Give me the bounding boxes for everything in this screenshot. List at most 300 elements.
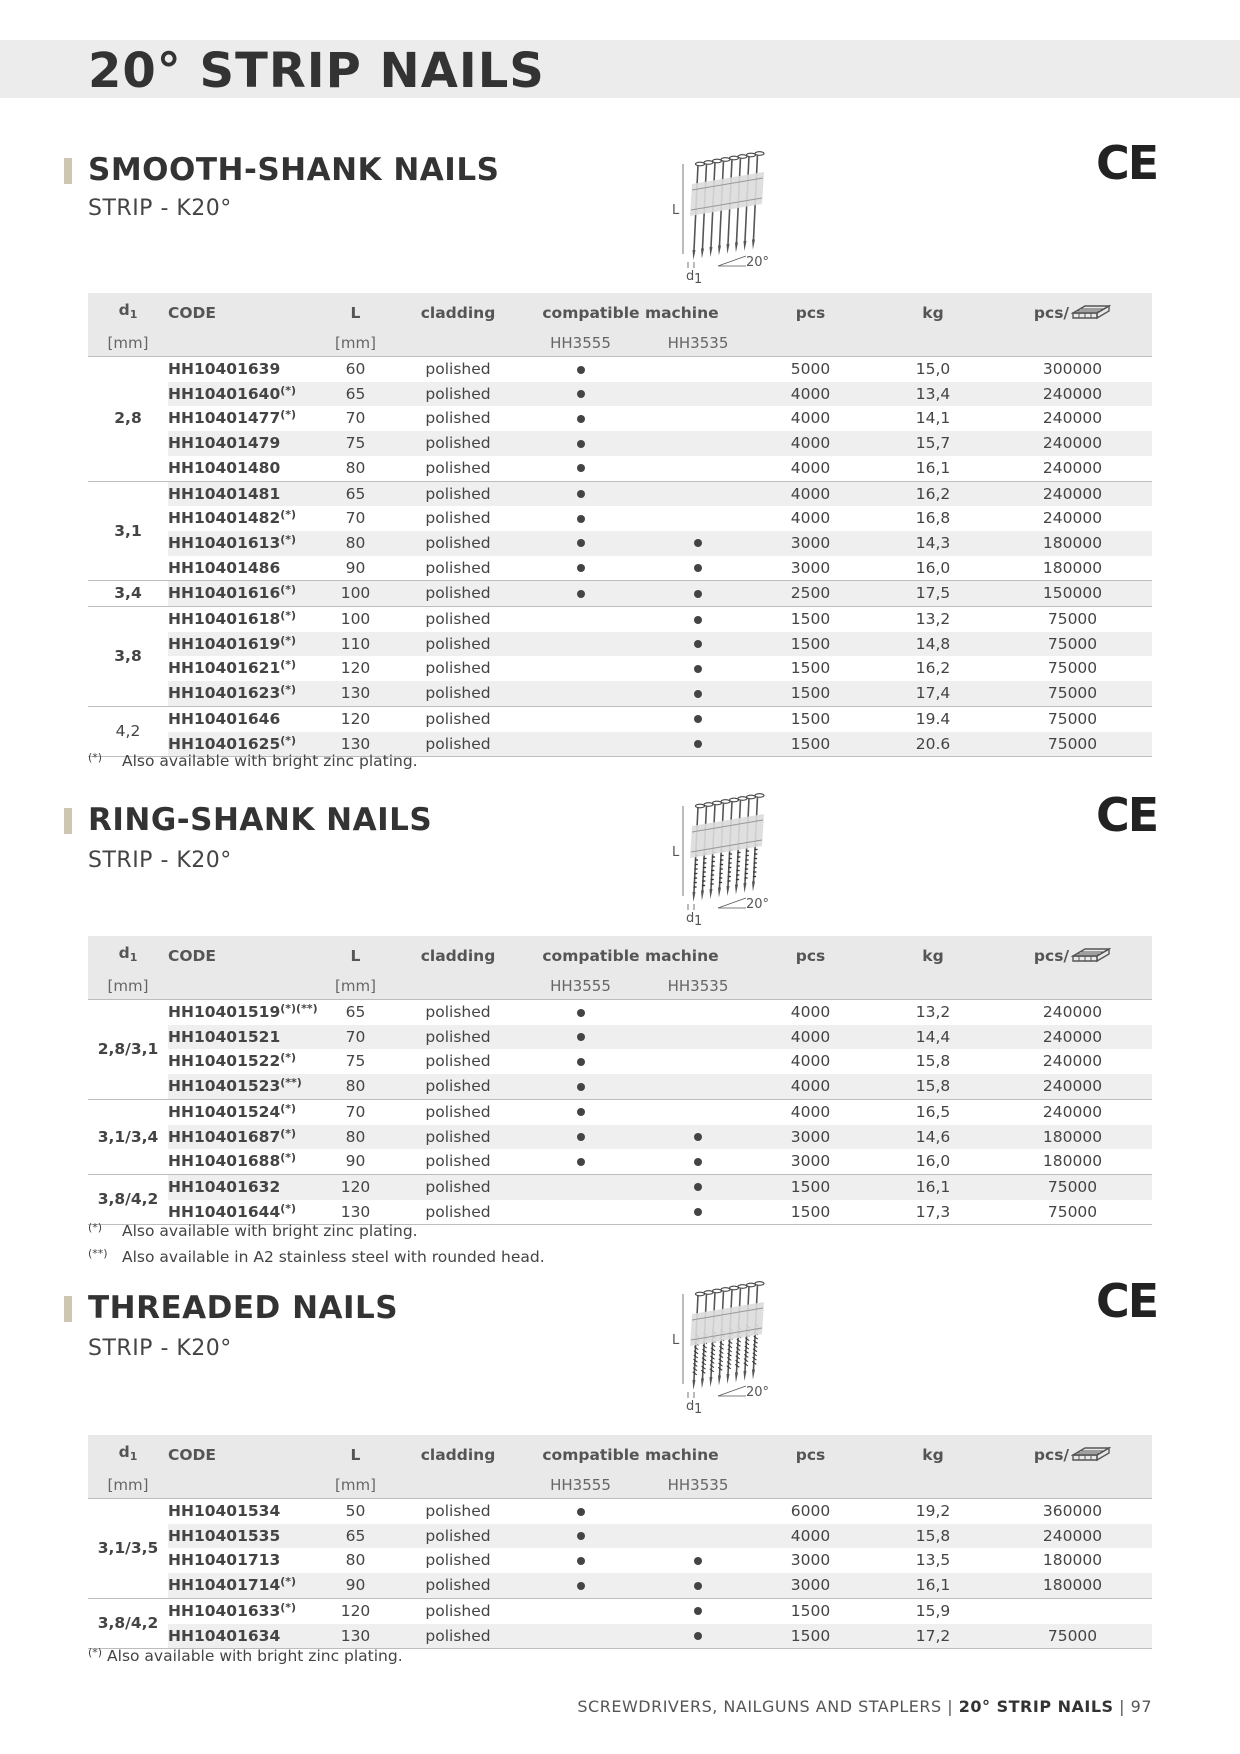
kg-cell: 19,2: [915, 1502, 951, 1520]
hh3535-cell: [648, 1125, 748, 1150]
hh3535-cell: [648, 357, 748, 382]
hh3555-cell: [513, 607, 648, 632]
compatible-dot: [577, 1083, 585, 1091]
table-row: [88, 607, 1152, 632]
hh3535-cell: [648, 1598, 748, 1623]
unit-row: [88, 1472, 1152, 1499]
code-cell: HH10401519(*)(**): [168, 1002, 318, 1021]
pcs-pallet-cell: 300000: [1042, 360, 1103, 378]
pcs-pallet-cell: 240000: [1042, 1102, 1103, 1121]
compatible-dot: [694, 1183, 702, 1191]
table-row: [88, 1000, 1152, 1025]
code-cell: HH10401535: [168, 1524, 308, 1549]
diameter-cell: 3,4: [88, 581, 168, 607]
hh3555-cell: [513, 1174, 648, 1199]
length-cell: 130: [308, 681, 403, 706]
length-label: L: [672, 1333, 680, 1348]
pcs-pallet-cell: 360000: [1042, 1502, 1103, 1520]
diameter-sub: 1: [694, 914, 703, 927]
table-row: [88, 1624, 1152, 1649]
kg-cell: 14,6: [873, 1125, 993, 1150]
kg-cell: 15,8: [915, 1052, 951, 1071]
kg-cell: 17,5: [873, 581, 993, 607]
section-accent-bar: [64, 158, 72, 184]
cladding-cell: polished: [403, 456, 513, 481]
nail-strip-drawing: [670, 150, 780, 285]
pcs-pallet-cell: 240000: [1042, 509, 1103, 528]
compatible-dot: [577, 564, 585, 572]
footer-separator: |: [1119, 1697, 1126, 1716]
hh3555-cell: [513, 481, 648, 506]
compatible-dot: [577, 1133, 585, 1141]
hh3535-cell: [648, 656, 748, 681]
compatible-dot: [577, 1108, 585, 1116]
hh3535-cell: [648, 1099, 748, 1124]
length-cell: 120: [340, 659, 371, 678]
pcs-pallet-cell: 240000: [1042, 1052, 1103, 1071]
compatible-dot: [694, 1158, 702, 1166]
section-accent-bar: [64, 1296, 72, 1322]
hh3555-cell: [513, 1573, 648, 1598]
diameter-label: d: [686, 911, 695, 926]
pcs-pallet-cell: 180000: [993, 531, 1152, 556]
kg-cell: 14,4: [873, 1025, 993, 1050]
table-row: [88, 1499, 1152, 1524]
hh3555-cell: [513, 1598, 648, 1623]
pcs-pallet-cell: 75000: [993, 732, 1152, 757]
table-row: [88, 431, 1152, 456]
compatible-dot: [694, 564, 702, 572]
diameter-cell: 3,8/4,2: [88, 1174, 168, 1224]
kg-cell: 13,4: [873, 382, 993, 407]
compatible-dot: [577, 1158, 585, 1166]
diameter-sub: 1: [694, 1402, 703, 1415]
ce-mark: CE: [1096, 136, 1158, 190]
length-cell: 120: [340, 709, 371, 728]
angle-label: 20°: [746, 1385, 770, 1400]
length-cell: 110: [308, 632, 403, 657]
pcs-pallet-cell: 75000: [1047, 610, 1098, 629]
pcs-cell: 1500: [790, 659, 831, 678]
diameter-cell: 4,2: [88, 706, 168, 756]
diameter-cell: 3,1/3,4: [88, 1099, 168, 1174]
cladding-cell: polished: [425, 1502, 491, 1520]
kg-cell: 16,5: [915, 1102, 951, 1121]
code-cell: HH10401625(*): [168, 732, 308, 757]
table-row: [88, 481, 1152, 506]
col-d1: d1: [88, 1435, 168, 1472]
col-compatible-machine: compatible machine: [513, 936, 748, 973]
unit-length: [mm]: [308, 973, 403, 1000]
col-kg: kg: [873, 293, 993, 330]
pcs-cell: 4000: [790, 1052, 831, 1071]
machine-hh3535: HH3535: [648, 1472, 748, 1499]
hh3555-cell: [513, 357, 648, 382]
table-row: [88, 1049, 1152, 1074]
hh3535-cell: [648, 1624, 748, 1649]
section-subtitle: STRIP - K20°: [88, 1336, 232, 1361]
compatible-dot: [577, 1058, 585, 1066]
pcs-pallet-cell: 75000: [993, 1174, 1152, 1199]
kg-cell: 16,1: [873, 1573, 993, 1598]
hh3555-cell: [513, 1025, 648, 1050]
length-cell: 70: [308, 1025, 403, 1050]
hh3555-cell: [513, 581, 648, 607]
compatible-dot: [577, 515, 585, 523]
code-cell: HH10401482(*): [168, 508, 297, 528]
section-title: RING-SHANK NAILS: [88, 802, 433, 838]
pcs-cell: 4000: [748, 481, 873, 506]
col-d1: d1: [88, 936, 168, 973]
section-subtitle: STRIP - K20°: [88, 848, 232, 873]
hh3555-cell: [513, 681, 648, 706]
header-row: [88, 293, 1152, 330]
hh3535-cell: [648, 431, 748, 456]
table-row: [88, 556, 1152, 581]
col-pcs: pcs: [748, 293, 873, 330]
pallet-icon: [1071, 1445, 1111, 1465]
nail-strip-figure: [670, 792, 780, 927]
compatible-dot: [694, 539, 702, 547]
pcs-cell: 6000: [790, 1502, 831, 1520]
code-cell: HH10401688(*): [168, 1149, 308, 1174]
nail-strip-figure: [670, 150, 780, 285]
pcs-pallet-cell: 180000: [993, 1125, 1152, 1150]
length-cell: 80: [308, 531, 403, 556]
length-cell: 80: [308, 1125, 403, 1150]
table-row: [88, 581, 1152, 607]
cladding-cell: polished: [403, 382, 513, 407]
cladding-cell: polished: [403, 1624, 513, 1649]
kg-cell: 16,0: [873, 556, 993, 581]
compatible-dot: [577, 539, 585, 547]
pcs-pallet-cell: 240000: [993, 1025, 1152, 1050]
length-cell: 70: [345, 509, 366, 528]
hh3535-cell: [648, 681, 748, 706]
col-length: L: [308, 1435, 403, 1472]
diameter-cell: 3,1: [88, 481, 168, 581]
compatible-dot: [577, 415, 585, 423]
length-cell: 90: [308, 1573, 403, 1598]
pcs-pallet-cell: 240000: [993, 1074, 1152, 1099]
kg-cell: 17,4: [873, 681, 993, 706]
pcs-cell: 4000: [748, 456, 873, 481]
pcs-pallet-cell: 180000: [993, 1573, 1152, 1598]
kg-cell: 15,0: [915, 360, 951, 378]
footer-section: 20° STRIP NAILS: [958, 1697, 1114, 1716]
ce-mark: CE: [1096, 788, 1158, 842]
cladding-cell: polished: [403, 1125, 513, 1150]
kg-cell: 13,2: [915, 1003, 951, 1021]
code-cell: HH10401634: [168, 1624, 308, 1649]
col-length: L: [308, 936, 403, 973]
hh3535-cell: [648, 456, 748, 481]
col-compatible-machine: compatible machine: [513, 293, 748, 330]
code-cell: HH10401633(*): [168, 1600, 297, 1620]
compatible-dot: [577, 440, 585, 448]
machine-hh3535: HH3535: [648, 330, 748, 357]
pcs-cell: 1500: [748, 1624, 873, 1649]
section-accent-bar: [64, 808, 72, 834]
code-cell: HH10401480: [168, 456, 308, 481]
pallet-icon: [1071, 946, 1111, 966]
footnote: (*) Also available with bright zinc plating.: [88, 1221, 418, 1240]
pcs-cell: 3000: [790, 1551, 831, 1570]
compatible-dot: [694, 715, 702, 723]
hh3535-cell: [648, 1200, 748, 1225]
pcs-pallet-cell: 75000: [1047, 709, 1098, 728]
unit-length: [mm]: [308, 1472, 403, 1499]
length-cell: 75: [345, 1052, 366, 1071]
kg-cell: 20.6: [873, 732, 993, 757]
kg-cell: 15,9: [915, 1601, 951, 1620]
col-compatible-machine: compatible machine: [513, 1435, 748, 1472]
table-row: [88, 1174, 1152, 1199]
compatible-dot: [577, 1508, 585, 1516]
code-cell: HH10401479: [168, 431, 308, 456]
table-row: [88, 406, 1152, 431]
unit-row: [88, 330, 1152, 357]
table-row: [88, 656, 1152, 681]
pcs-cell: 1500: [748, 1200, 873, 1225]
page-footer: [577, 1697, 1152, 1716]
code-cell: HH10401521: [168, 1025, 308, 1050]
hh3535-cell: [648, 531, 748, 556]
table-row: [88, 456, 1152, 481]
pcs-pallet-cell: 75000: [1047, 659, 1098, 678]
compatible-dot: [694, 1632, 702, 1640]
compatible-dot: [577, 1532, 585, 1540]
code-cell: HH10401522(*): [168, 1051, 297, 1071]
hh3555-cell: [513, 506, 648, 531]
table-row: [88, 1025, 1152, 1050]
compatible-dot: [577, 1582, 585, 1590]
cladding-cell: polished: [425, 1102, 491, 1121]
hh3555-cell: [513, 1548, 648, 1573]
cladding-cell: polished: [403, 431, 513, 456]
table-row: [88, 531, 1152, 556]
col-pcs: pcs: [748, 1435, 873, 1472]
footer-category: SCREWDRIVERS, NAILGUNS AND STAPLERS: [577, 1697, 942, 1716]
col-code: CODE: [168, 1435, 308, 1472]
hh3555-cell: [513, 1099, 648, 1124]
length-cell: 50: [345, 1502, 366, 1520]
section-subtitle: STRIP - K20°: [88, 196, 232, 221]
compatible-dot: [577, 490, 585, 498]
diameter-cell: 2,8: [88, 357, 168, 482]
kg-cell: 16,0: [873, 1149, 993, 1174]
compatible-dot: [694, 1607, 702, 1615]
diameter-cell: 3,1/3,5: [88, 1499, 168, 1599]
cladding-cell: polished: [425, 509, 491, 528]
compatible-dot: [694, 590, 702, 598]
compatible-dot: [694, 1133, 702, 1141]
length-cell: 130: [308, 1200, 403, 1225]
table-row: [88, 1125, 1152, 1150]
code-cell: HH10401632: [168, 1174, 308, 1199]
diameter-label: d: [686, 1399, 695, 1414]
cladding-cell: polished: [425, 709, 491, 728]
kg-cell: 15,8: [873, 1074, 993, 1099]
length-cell: 70: [345, 1102, 366, 1121]
kg-cell: 19.4: [915, 709, 951, 728]
pcs-pallet-cell: [993, 1598, 1152, 1623]
hh3555-cell: [513, 732, 648, 757]
cladding-cell: polished: [403, 1025, 513, 1050]
hh3535-cell: [648, 1149, 748, 1174]
hh3555-cell: [513, 456, 648, 481]
angle-label: 20°: [746, 255, 770, 270]
pcs-cell: 1500: [790, 1601, 831, 1620]
code-cell: HH10401523(**): [168, 1074, 308, 1099]
hh3555-cell: [513, 1049, 648, 1074]
pcs-pallet-cell: 75000: [993, 681, 1152, 706]
pcs-pallet-cell: 240000: [993, 382, 1152, 407]
col-code: CODE: [168, 936, 308, 973]
compatible-dot: [577, 390, 585, 398]
hh3535-cell: [648, 607, 748, 632]
hh3535-cell: [648, 1548, 748, 1573]
hh3535-cell: [648, 706, 748, 731]
compatible-dot: [577, 1557, 585, 1565]
page-title: 20° STRIP NAILS: [88, 43, 545, 99]
cladding-cell: polished: [403, 556, 513, 581]
page-number: 97: [1130, 1697, 1152, 1716]
pcs-pallet-cell: 240000: [1042, 1003, 1103, 1021]
hh3535-cell: [648, 632, 748, 657]
pcs-pallet-cell: 240000: [993, 431, 1152, 456]
col-cladding: cladding: [403, 936, 513, 973]
header-row: [88, 1435, 1152, 1472]
length-cell: 65: [345, 1003, 366, 1021]
pcs-cell: 4000: [790, 1102, 831, 1121]
hh3535-cell: [648, 406, 748, 431]
pcs-cell: 3000: [748, 1125, 873, 1150]
kg-cell: 15,8: [873, 1524, 993, 1549]
length-cell: 130: [308, 1624, 403, 1649]
compatible-dot: [694, 740, 702, 748]
table-row: [88, 1149, 1152, 1174]
compatible-dot: [577, 590, 585, 598]
code-cell: HH10401618(*): [168, 609, 297, 629]
hh3535-cell: [648, 1524, 748, 1549]
hh3555-cell: [513, 632, 648, 657]
diameter-cell: 2,8/3,1: [88, 1000, 168, 1100]
pcs-cell: 4000: [748, 382, 873, 407]
cladding-cell: polished: [425, 409, 491, 428]
pcs-cell: 4000: [790, 509, 831, 528]
kg-cell: 13,2: [915, 610, 951, 629]
pcs-cell: 3000: [748, 1149, 873, 1174]
hh3555-cell: [513, 1624, 648, 1649]
compatible-dot: [577, 366, 585, 374]
machine-hh3555: HH3555: [513, 330, 648, 357]
footnote: (*) Also available with bright zinc plating.: [88, 751, 418, 770]
section-title: THREADED NAILS: [88, 1290, 399, 1326]
code-cell: HH10401613(*): [168, 531, 308, 556]
compatible-dot: [694, 1557, 702, 1565]
compatible-dot: [577, 464, 585, 472]
code-cell: HH10401524(*): [168, 1101, 297, 1121]
cladding-cell: polished: [403, 632, 513, 657]
cladding-cell: polished: [403, 531, 513, 556]
nail-strip-figure: [670, 1280, 780, 1415]
length-cell: 75: [308, 431, 403, 456]
col-pcs: pcs: [748, 936, 873, 973]
length-cell: 120: [340, 1601, 371, 1620]
hh3535-cell: [648, 1174, 748, 1199]
unit-length: [mm]: [308, 330, 403, 357]
length-cell: 90: [308, 556, 403, 581]
cladding-cell: polished: [403, 581, 513, 607]
length-cell: 80: [308, 1074, 403, 1099]
cladding-cell: polished: [403, 1074, 513, 1099]
pcs-cell: 1500: [748, 1174, 873, 1199]
pcs-cell: 4000: [790, 1003, 831, 1021]
hh3555-cell: [513, 406, 648, 431]
hh3555-cell: [513, 1074, 648, 1099]
hh3535-cell: [648, 1000, 748, 1025]
table-row: [88, 506, 1152, 531]
unit-d1: [mm]: [88, 330, 168, 357]
product-table: [88, 936, 1152, 1225]
length-cell: 130: [308, 732, 403, 757]
col-cladding: cladding: [403, 1435, 513, 1472]
length-cell: 120: [308, 1174, 403, 1199]
pcs-pallet-cell: 150000: [993, 581, 1152, 607]
pcs-pallet-cell: 75000: [993, 1200, 1152, 1225]
col-pcs-pallet: pcs/: [993, 1435, 1152, 1472]
pcs-cell: 4000: [748, 1074, 873, 1099]
pcs-pallet-cell: 240000: [993, 481, 1152, 506]
code-cell: HH10401639: [168, 360, 281, 378]
col-kg: kg: [873, 1435, 993, 1472]
length-label: L: [672, 203, 680, 218]
kg-cell: 16,8: [915, 509, 951, 528]
hh3555-cell: [513, 1524, 648, 1549]
table-row: [88, 706, 1152, 731]
nail-strip-drawing: [670, 792, 780, 927]
pcs-pallet-cell: 180000: [993, 556, 1152, 581]
code-cell: HH10401616(*): [168, 581, 308, 607]
pcs-pallet-cell: 240000: [993, 456, 1152, 481]
kg-cell: 13,5: [915, 1551, 951, 1570]
hh3535-cell: [648, 382, 748, 407]
pcs-cell: 2500: [748, 581, 873, 607]
table-row: [88, 382, 1152, 407]
footnote: (**) Also available in A2 stainless steel with rounded head.: [88, 1247, 545, 1266]
code-cell: HH10401687(*): [168, 1125, 308, 1150]
hh3555-cell: [513, 1200, 648, 1225]
machine-hh3555: HH3555: [513, 1472, 648, 1499]
pcs-pallet-cell: 75000: [993, 632, 1152, 657]
compatible-dot: [694, 616, 702, 624]
hh3535-cell: [648, 481, 748, 506]
unit-d1: [mm]: [88, 973, 168, 1000]
pcs-pallet-cell: 240000: [1042, 409, 1103, 428]
pcs-pallet-cell: 180000: [993, 1149, 1152, 1174]
kg-cell: 16,1: [873, 456, 993, 481]
cladding-cell: polished: [425, 1003, 491, 1021]
code-cell: HH10401640(*): [168, 382, 308, 407]
nail-strip-drawing: [670, 1280, 780, 1415]
diameter-sub: 1: [694, 272, 703, 285]
hh3535-cell: [648, 1074, 748, 1099]
code-cell: HH10401486: [168, 556, 308, 581]
kg-cell: 17,2: [873, 1624, 993, 1649]
unit-row: [88, 973, 1152, 1000]
cladding-cell: polished: [403, 1524, 513, 1549]
